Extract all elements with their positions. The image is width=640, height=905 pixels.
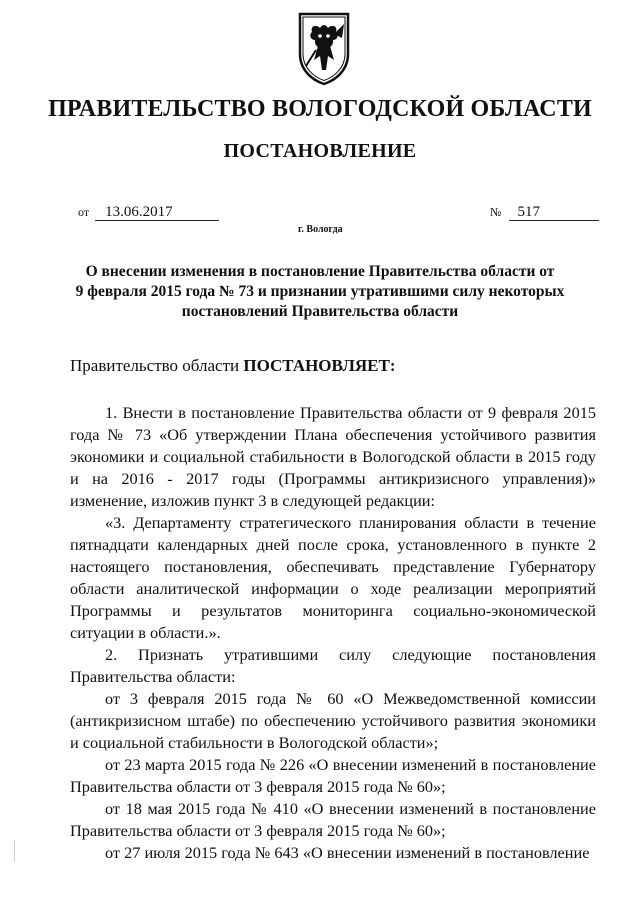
document-date-row (78, 204, 219, 221)
body-paragraph: от 18 мая 2015 года № 410 «О внесении изменений в постановление Правительства области от 3 февраля 2015 года № 60»; (70, 799, 596, 840)
document-number: 517 (509, 204, 599, 221)
subject-line: постановлений Правительства области (181, 303, 459, 320)
body-paragraph: от 3 февраля 2015 года № 60 «О Межведомственной комиссии (антикризисном штабе) по обеспечению устойчивого развития экономики и социальной стабильности в Вологодской области»; (70, 689, 596, 752)
body-paragraph: 1. Внести в постановление Правительства области от 9 февраля 2015 года № 73 «Об утверждении Плана обеспечения устойчивого развития экономики и социальной стабильности в Вологодской области в 2015 году и на 2016 - 2017 годы (Программы антикризисного управления)» изменение, изложив пункт 3 в следующей редакции: (70, 403, 596, 510)
subject-line: 9 февраля 2015 года № 73 и признании утратившими силу некоторых (75, 283, 565, 300)
document-number-row (490, 204, 599, 221)
document-subject (60, 262, 580, 322)
government-title: ПРАВИТЕЛЬСТВО ВОЛОГОДСКОЙ ОБЛАСТИ (48, 96, 592, 122)
intro-prefix: Правительство области (70, 356, 244, 375)
subject-line: О внесении изменения в постановление Правительства области от (85, 263, 555, 280)
body-paragraph: от 27 июля 2015 года № 643 «О внесении изменений в постановление (105, 843, 590, 862)
document-body (70, 402, 596, 864)
vologda-coat-of-arms-icon (296, 10, 352, 86)
decree-word: ПОСТАНОВЛЯЕТ: (243, 356, 396, 375)
document-type: ПОСТАНОВЛЕНИЕ (223, 140, 417, 162)
decree-intro (70, 356, 396, 376)
date-prefix: от (78, 205, 90, 219)
body-paragraph: 2. Признать утратившими силу следующие постановления Правительства области: (70, 645, 596, 686)
document-date: 13.06.2017 (95, 204, 219, 221)
body-paragraph: от 23 марта 2015 года № 226 «О внесении изменений в постановление Правительства области от 3 февраля 2015 года № 60»; (70, 755, 596, 796)
number-prefix: № (490, 205, 502, 219)
body-paragraph: «3. Департаменту стратегического планирования области в течение пятнадцати календарных дней после срока, установленного в пункте 2 настоящего постановления, обеспечивать представление Губернатору области аналитической информации о ходе реализации мероприятий Программы и результатов мониторинга социально-экономической ситуации в области.». (70, 513, 596, 642)
scan-edge-mark (14, 840, 15, 862)
document-city: г. Вологда (298, 224, 343, 235)
